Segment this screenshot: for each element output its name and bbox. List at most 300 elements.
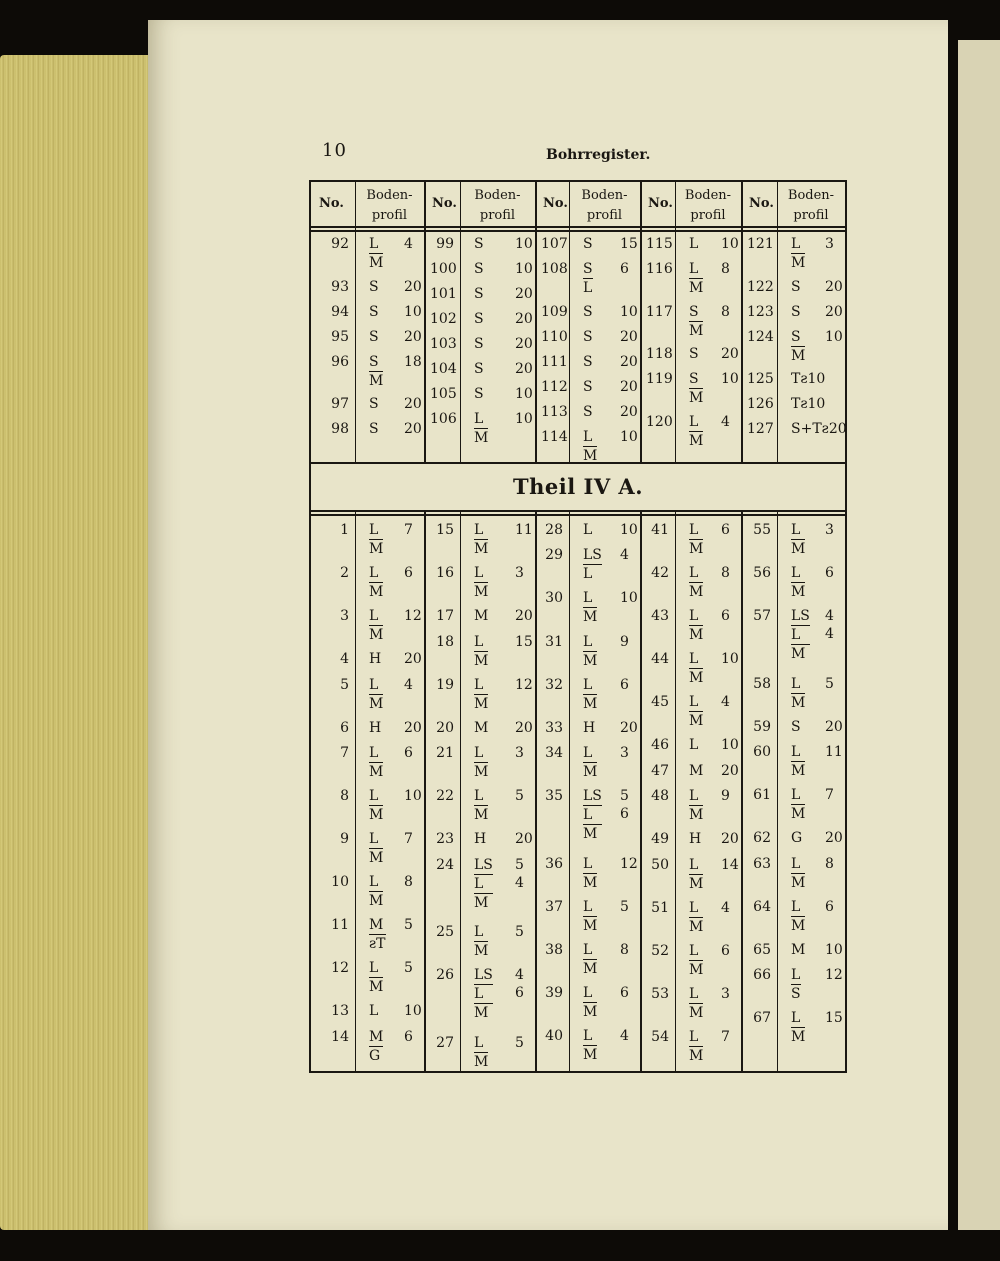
soil-under-layer: L [791,625,810,643]
soil-depth-value: 6 [404,745,413,762]
soil-profile [689,413,730,449]
soil-depth-value: 10 [515,236,533,252]
soil-profile [474,361,533,377]
soil-depth-value: 6 [620,676,629,693]
soil-under-layer: M [689,280,704,296]
bore-number: 10 [331,874,349,891]
soil-under-layer: M [583,1003,598,1020]
soil-profile [583,745,629,781]
soil-top-layer: Tƨ10 [791,371,826,387]
soil-under-layer: M [689,584,704,601]
soil-profile [583,984,629,1020]
soil-depth-value: 20 [404,719,422,736]
soil-under-layer: M [474,893,493,911]
soil-profile [791,718,843,735]
soil-top-layer: L [474,924,484,941]
soil-top-layer: S [474,361,484,377]
soil-depth-value: 5 [515,1034,524,1051]
soil-profile [474,676,533,712]
soil-under-layer: M [583,764,598,781]
soil-profile [791,522,834,557]
soil-depth-value: 11 [515,522,533,538]
soil-depth-value: 20 [825,303,843,320]
bore-number: 108 [541,261,568,277]
soil-depth-value: 4 [825,608,834,625]
soil-depth-value: 12 [620,855,638,872]
rule-line [640,182,642,462]
soil-depth-value: 10 [404,788,422,805]
bore-number: 66 [753,967,771,984]
soil-profile [369,396,422,412]
soil-profile [474,745,524,781]
soil-top-layer: L [474,522,484,538]
soil-top-layer: G [791,830,803,847]
soil-depth-value: 4 [721,413,730,430]
bore-number: 109 [541,303,568,320]
soil-depth-value: 3 [721,985,730,1002]
header-bodenprofil: Boden- profil [787,188,835,223]
soil-top-layer: L [583,941,593,958]
bore-number: 65 [753,941,771,958]
soil-under-layer: L [474,874,493,892]
soil-profile [583,590,638,626]
soil-depth-value: 6 [404,565,413,582]
soil-under-layer: M [583,917,598,934]
rule-line [355,182,356,462]
bore-number: 102 [430,311,457,327]
soil-profile [791,278,843,295]
soil-depth-value: 20 [515,336,533,352]
soil-depth-value: 6 [515,985,524,1002]
book-page-edges [0,55,160,1230]
soil-profile [583,522,638,538]
bore-number: 110 [541,328,568,345]
bore-number: 19 [436,676,454,693]
soil-depth-value: 5 [825,675,834,692]
soil-profile [474,831,533,848]
soil-top-layer: L [369,874,379,891]
soil-depth-value: 4 [515,967,524,984]
soil-profile [791,565,834,601]
soil-depth-value: 3 [825,522,834,538]
bore-number: 5 [340,676,349,693]
soil-top-layer: L [689,608,699,625]
rule-line [424,510,426,1071]
soil-depth-value: 7 [404,831,413,848]
soil-top-layer: S [583,303,593,320]
soil-top-layer: L [689,694,699,711]
soil-profile [791,787,834,823]
bore-number: 112 [541,378,568,395]
bore-number: 4 [340,651,349,668]
soil-under-layer: M [583,609,598,626]
soil-under-layer: M [369,627,384,644]
soil-top-layer: S [369,353,379,370]
soil-profile [369,1003,422,1020]
bore-number: 18 [436,633,454,650]
soil-top-layer: M [689,762,704,779]
soil-under-layer: M [474,541,489,557]
soil-under-layer: M [474,695,489,712]
bore-number: 46 [651,737,669,754]
soil-depth-value: 20 [620,403,638,420]
soil-depth-value: 4 [404,676,413,693]
soil-under-layer: M [689,322,704,339]
bore-number: 51 [651,899,669,916]
bore-number: 55 [753,522,771,538]
soil-under-layer: M [474,584,489,601]
bore-number: 126 [747,396,774,412]
soil-top-layer: L [369,1003,379,1020]
soil-top-layer: S [474,311,484,327]
soil-top-layer: S [583,353,593,370]
soil-profile [583,236,638,252]
rule-line [535,182,537,462]
soil-top-layer: M [474,608,489,625]
rule-line [311,514,845,516]
soil-depth-value: 14 [721,856,739,873]
soil-under-layer: S [791,986,801,1003]
soil-profile [791,967,843,1003]
soil-depth-value: 3 [515,565,524,582]
soil-profile [583,676,629,712]
soil-profile [689,762,739,779]
soil-top-layer: S [474,286,484,302]
soil-top-layer: L [689,261,699,277]
soil-depth-value: 12 [404,608,422,625]
soil-top-layer: L [583,633,593,650]
rule-line [741,182,743,462]
soil-depth-value: 5 [515,856,524,873]
soil-profile [474,788,524,824]
soil-depth-value: 4 [721,899,730,916]
soil-depth-value: 6 [825,898,834,915]
soil-under-layer: M [689,807,704,824]
bore-number: 1 [340,522,349,538]
soil-profile [369,328,422,345]
soil-depth-value: 4 [620,1027,629,1044]
bore-number: 122 [747,278,774,295]
soil-profile [369,565,413,601]
soil-profile [791,421,847,437]
bore-number: 114 [541,428,568,445]
soil-under-layer: M [474,1003,493,1021]
bore-number: 43 [651,608,669,625]
soil-under-layer: M [474,764,489,781]
soil-profile [369,788,422,824]
bore-number: 52 [651,942,669,959]
soil-depth-value: 10 [721,371,739,387]
soil-top-layer: Tƨ10 [791,396,826,412]
soil-profile [369,917,413,953]
soil-depth-value: 4 [404,236,413,252]
bore-number: 113 [541,403,568,420]
soil-under-layer: M [791,584,806,601]
soil-profile [791,1010,843,1046]
facing-page-edge [958,40,1000,1230]
soil-depth-value: 20 [620,353,638,370]
bore-number: 35 [545,788,563,805]
soil-top-layer: M [369,917,384,934]
soil-top-layer: L [583,676,593,693]
soil-top-layer: L [791,898,801,915]
soil-top-layer: S [474,236,484,252]
soil-top-layer: S [583,261,593,277]
soil-profile [474,386,533,402]
soil-top-layer: LS [474,856,493,873]
soil-top-layer: H [474,831,487,848]
soil-under-layer: M [369,764,384,781]
soil-profile [689,608,730,644]
soil-under-layer: M [583,960,598,977]
soil-top-layer: M [474,719,489,736]
soil-top-layer: S [583,328,593,345]
soil-depth-value: 20 [825,278,843,295]
soil-top-layer: S [791,328,801,345]
bore-number: 125 [747,371,774,387]
soil-depth-value: 11 [825,744,843,761]
soil-profile [369,831,413,867]
soil-depth-value: 7 [404,522,413,538]
soil-depth-value: 10 [620,428,638,445]
soil-depth-value: 20 [620,719,638,736]
soil-top-layer: S [689,346,699,362]
soil-profile [369,960,413,996]
soil-depth-value: 20 [721,346,739,362]
soil-top-layer: L [583,855,593,872]
bore-number: 105 [430,386,457,402]
rule-line [535,510,537,1071]
soil-depth-value: 4 [721,694,730,711]
soil-under-layer: M [689,1047,704,1064]
bore-number: 117 [646,303,673,320]
soil-profile [791,855,834,891]
soil-depth-value: 20 [404,651,422,668]
soil-profile [474,311,533,327]
bore-number: 29 [545,547,563,564]
soil-top-layer: L [474,411,484,427]
bore-number: 24 [436,856,454,873]
rule-line [460,182,461,462]
soil-depth-value: 20 [825,830,843,847]
soil-under-layer: L [583,805,602,823]
soil-profile [791,941,843,958]
soil-under-layer: M [689,875,704,892]
bore-number: 39 [545,984,563,1001]
soil-depth-value: 20 [515,361,533,377]
soil-top-layer: M [791,941,806,958]
soil-profile [791,371,825,387]
bore-number: 107 [541,236,568,252]
soil-profile [689,737,739,754]
soil-depth-value: 9 [620,633,629,650]
soil-depth-value: 10 [620,590,638,607]
header-bodenprofil: Boden- profil [474,188,521,223]
rule-line [675,510,676,1071]
soil-top-layer: L [689,236,699,252]
bore-number: 16 [436,565,454,582]
soil-top-layer: S [474,261,484,277]
soil-under-layer: M [689,1004,704,1021]
soil-top-layer: L [791,787,801,804]
soil-under-layer: M [369,695,384,712]
bore-number: 106 [430,411,457,427]
bore-number: 50 [651,856,669,873]
soil-under-layer: M [583,652,598,669]
soil-depth-value: 4 [620,547,629,564]
soil-depth-value: 10 [515,386,533,402]
soil-profile [689,856,739,892]
soil-top-layer: S [583,378,593,395]
soil-depth-value: 20 [515,608,533,625]
header-no: No. [543,196,568,211]
bore-number: 124 [747,328,774,345]
soil-depth-value: 7 [721,1028,730,1045]
bore-number: 42 [651,565,669,582]
soil-profile [369,353,422,389]
bore-number: 45 [651,694,669,711]
soil-under-layer: M [689,713,704,730]
soil-profile [474,924,524,960]
bore-number: 28 [545,522,563,538]
soil-depth-value: 15 [515,633,533,650]
soil-profile [791,608,834,663]
soil-profile [583,547,629,583]
soil-depth-value: 20 [620,328,638,345]
soil-depth-value: 18 [404,353,422,370]
soil-depth-value: 10 [404,303,422,320]
bore-number: 104 [430,361,457,377]
header-bodenprofil: Boden- profil [366,188,413,223]
soil-depth-value: 10 [515,411,533,427]
soil-depth-value: 15 [620,236,638,252]
soil-depth-value: 4 [515,874,524,891]
soil-top-layer: L [689,899,699,916]
soil-depth-value: 20 [404,421,422,437]
soil-profile [474,856,524,911]
bore-number: 53 [651,985,669,1002]
bore-number: 67 [753,1010,771,1027]
bore-number: 93 [331,278,349,295]
soil-under-layer: M [369,893,384,910]
header-no: No. [648,196,673,211]
bore-number: 94 [331,303,349,320]
soil-profile [583,261,629,296]
soil-under-layer: L [583,564,602,582]
bore-number: 120 [646,413,673,430]
bore-number: 121 [747,236,774,252]
soil-depth-value: 10 [721,737,739,754]
soil-under-layer: M [583,874,598,891]
soil-under-layer: M [689,961,704,978]
soil-profile [583,633,629,669]
soil-under-layer: M [791,1029,806,1046]
bore-number: 62 [753,830,771,847]
header-no: No. [432,196,457,211]
rule-line [311,462,845,464]
soil-top-layer: L [689,651,699,668]
soil-profile [369,522,413,557]
soil-under-layer: M [791,806,806,823]
soil-top-layer: LS [583,788,602,805]
soil-top-layer: L [689,737,699,754]
soil-profile [474,336,533,352]
rule-line [460,510,461,1071]
soil-depth-value: 5 [620,898,629,915]
soil-depth-value: 20 [515,311,533,327]
soil-top-layer: L [369,608,379,625]
soil-top-layer: L [369,745,379,762]
bore-number: 47 [651,762,669,779]
bore-number: 116 [646,261,673,277]
bore-number: 103 [430,336,457,352]
rule-line [311,230,845,232]
bore-number: 38 [545,941,563,958]
rule-line [569,510,570,1071]
soil-under-layer: L [474,984,493,1002]
rule-line [777,182,778,462]
soil-profile [474,719,533,736]
soil-top-layer: S [689,303,699,320]
soil-profile [689,261,730,296]
bore-number: 97 [331,396,349,412]
bore-number: 27 [436,1034,454,1051]
soil-depth-value: 20 [721,831,739,848]
soil-top-layer: H [369,651,382,668]
soil-profile [369,745,413,781]
soil-depth-value: 5 [620,788,629,805]
soil-top-layer: L [583,898,593,915]
soil-profile [583,788,629,843]
soil-profile [791,830,843,847]
soil-depth-value: 3 [515,745,524,762]
soil-depth-value: 6 [620,984,629,1001]
soil-profile [583,941,629,977]
soil-profile [474,522,533,557]
soil-top-layer: L [583,590,593,607]
soil-profile [689,371,739,406]
soil-profile [474,967,524,1022]
soil-under-layer: M [791,694,806,711]
soil-profile [369,278,422,295]
soil-depth-value: 5 [404,917,413,934]
running-head: Bohrregister. [546,147,651,163]
bore-number: 101 [430,286,457,302]
soil-top-layer: H [369,719,382,736]
soil-depth-value: 6 [620,261,629,277]
soil-under-layer: M [369,979,384,996]
rule-line [355,510,356,1071]
soil-top-layer: L [791,1010,801,1027]
soil-profile [583,378,638,395]
soil-top-layer: S [791,718,801,735]
soil-top-layer: L [474,1034,484,1051]
bore-number: 111 [541,353,568,370]
soil-under-layer: M [791,874,806,891]
soil-depth-value: 8 [721,261,730,277]
soil-under-layer: M [474,1053,489,1070]
bohrregister-table [309,180,847,1073]
soil-under-layer: M [369,584,384,601]
bore-number: 17 [436,608,454,625]
soil-profile [689,236,739,252]
soil-profile [474,633,533,669]
bore-number: 34 [545,745,563,762]
bore-number: 20 [436,719,454,736]
soil-top-layer: L [689,942,699,959]
soil-under-layer: M [369,255,384,271]
bore-number: 98 [331,421,349,437]
